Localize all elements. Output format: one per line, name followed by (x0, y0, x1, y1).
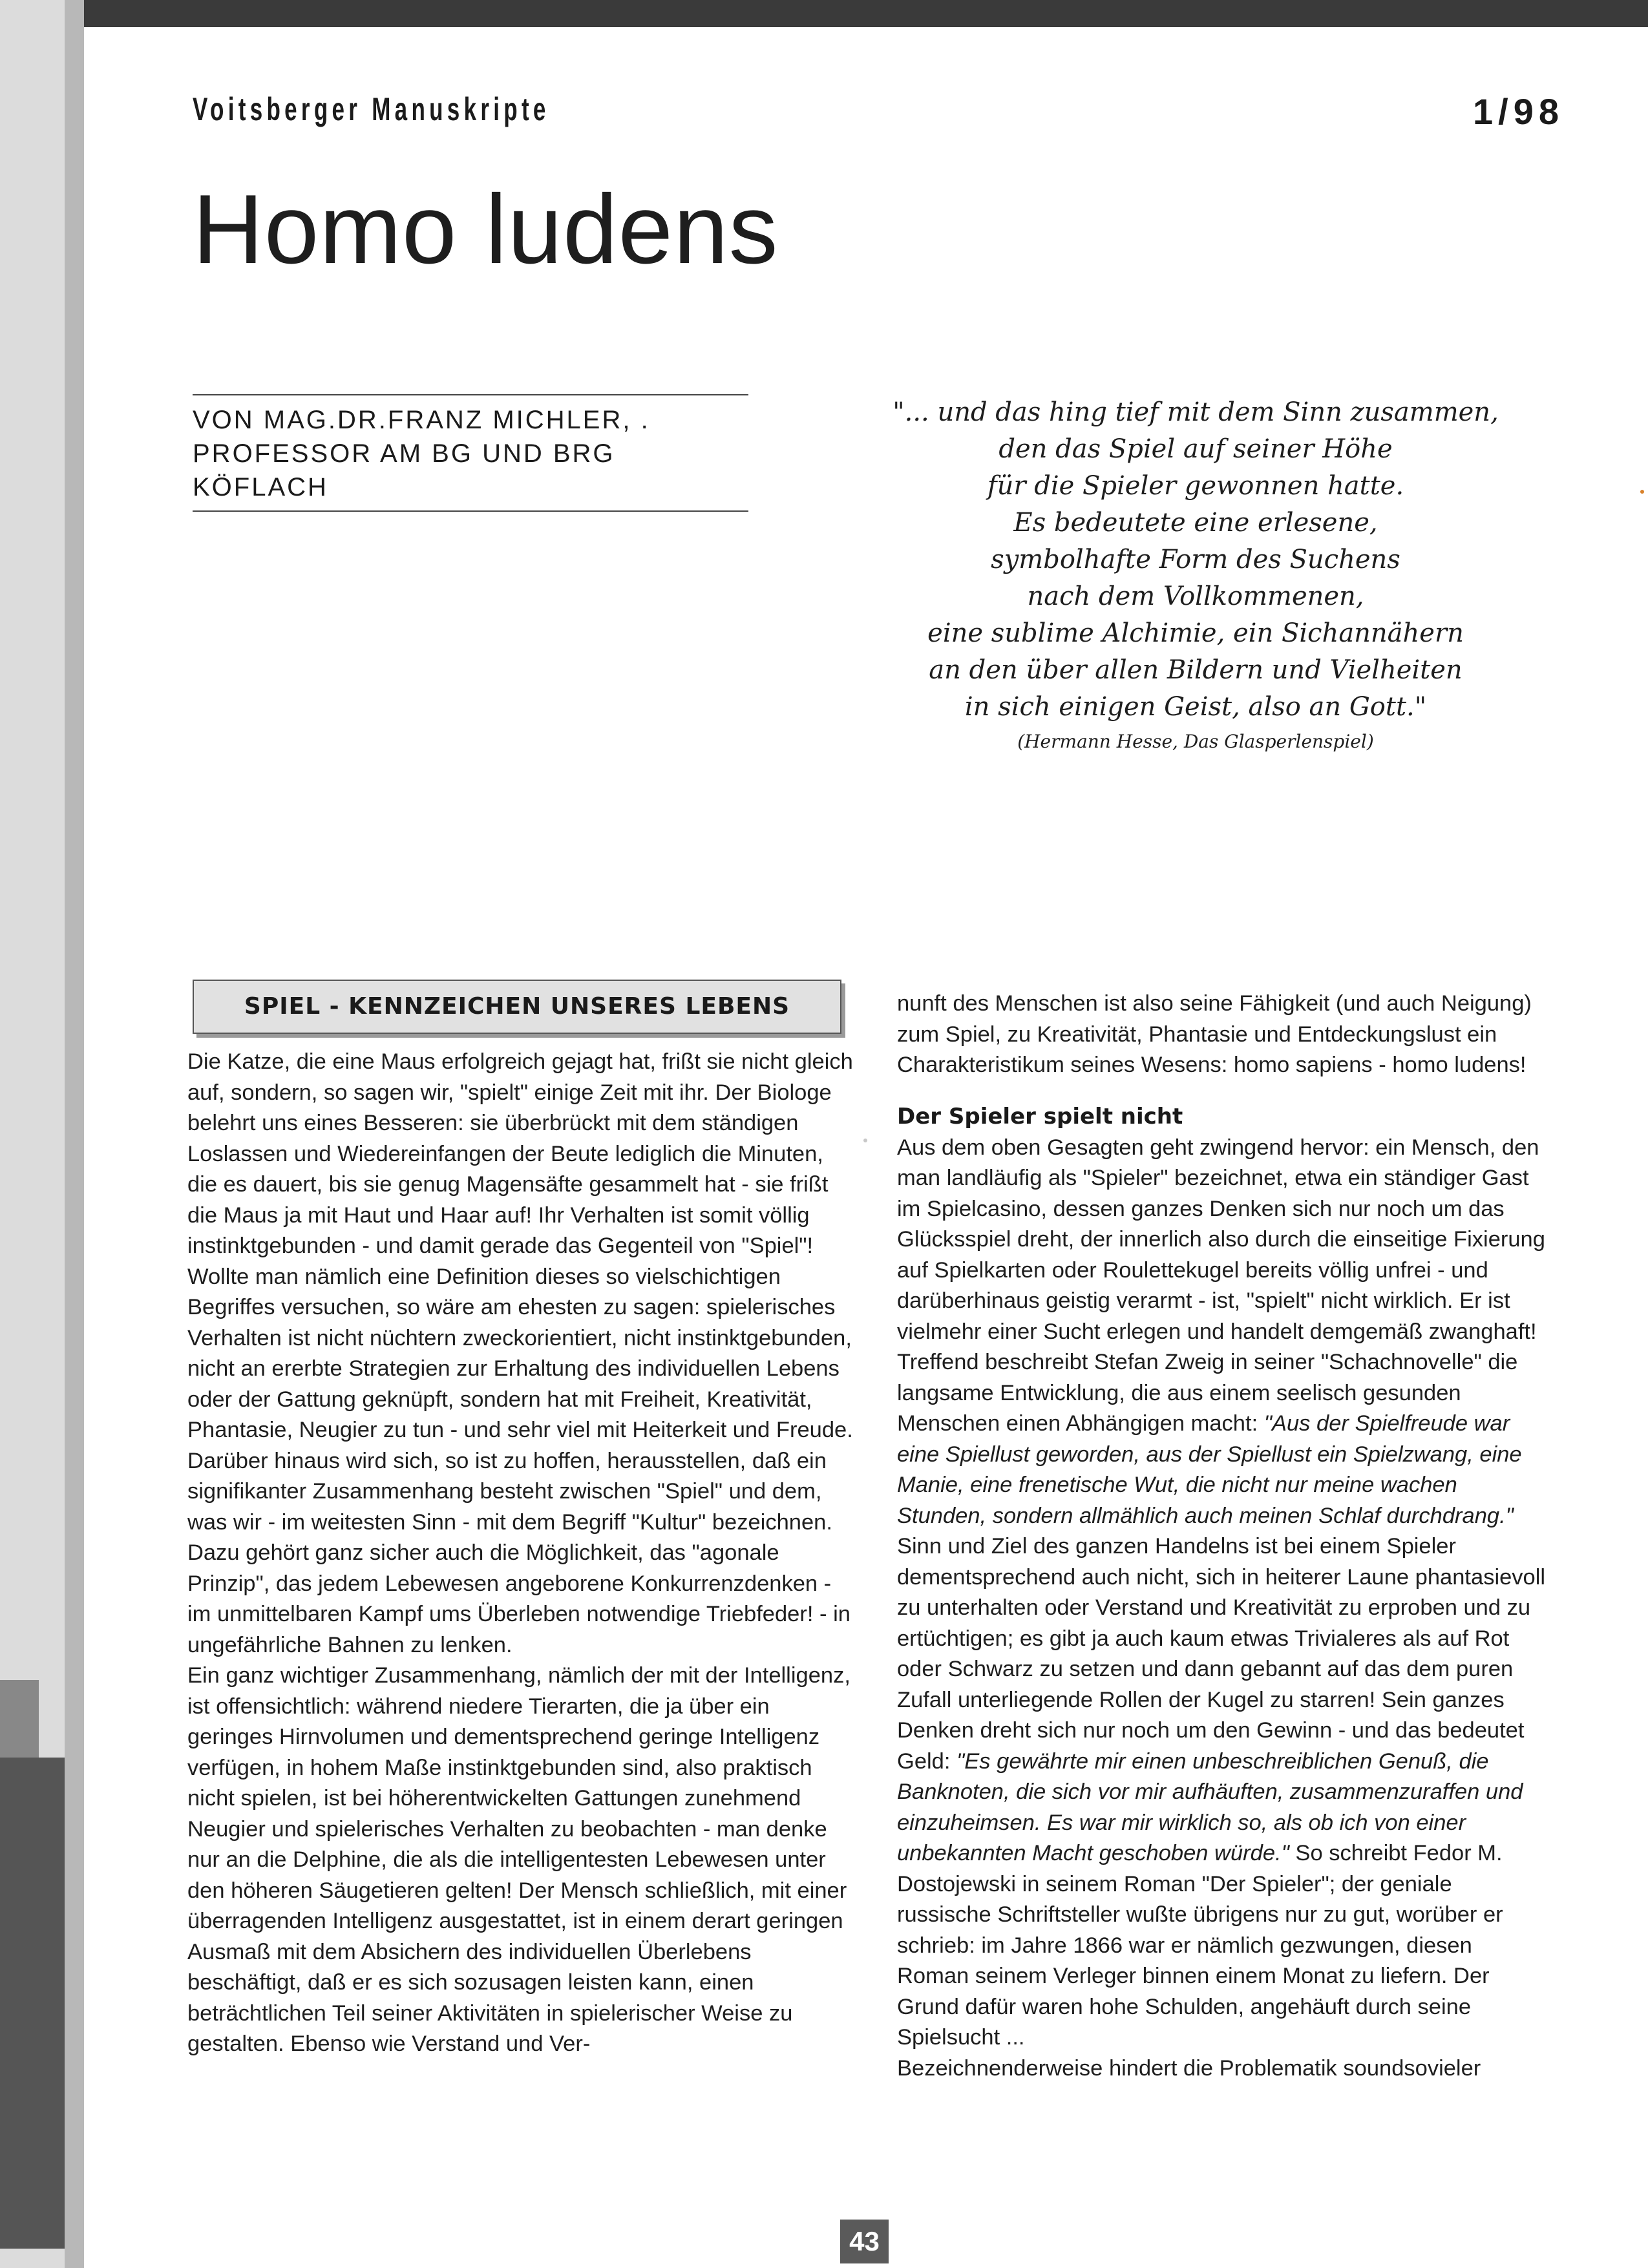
epigraph-source: (Hermann Hesse, Das Glasperlenspiel) (1017, 731, 1374, 752)
epigraph-line: symbolhafte Form des Suchens (991, 545, 1400, 574)
quotation: "Es gewährte mir einen unbeschreiblichen Genuß, die Banknoten, die sich vor mir aufhäuften, zusammenzuraffen und einzuheimsen. Es war mir wirklich so, als ob ich von einer unbekannten Macht geschoben würde." (897, 1748, 1523, 1865)
epigraph-line: "... und das hing tief mit dem Sinn zusammen, (893, 397, 1499, 427)
right-column (897, 989, 1550, 2084)
issue-number: 1/98 (1473, 91, 1564, 132)
paragraph-text: Sinn und Ziel des ganzen Handelns ist bei einem Spieler dementsprechend auch nicht, sich in heiterer Laune phantasievoll zu unterhalten oder Verstand und Kreativität zu erproben und zu ertüchtigen; es gibt ja auch kaum etwas Trivialeres als auf Rot oder Schwarz zu setzen und dann gebannt auf das dem puren Zufall unterliegende Rollen der Kugel zu starren! Sein ganzes Denken dreht sich nur noch um den Gewinn - und das bedeutet Geld: (897, 1534, 1546, 1774)
epigraph-line: eine sublime Alchimie, ein Sichannähern (927, 618, 1464, 648)
page-number: 43 (840, 2220, 889, 2263)
subheading: Der Spieler spielt nicht (897, 1103, 1183, 1129)
epigraph-line: an den über allen Bildern und Vielheiten (929, 655, 1463, 685)
scan-top-edge (84, 0, 1648, 27)
epigraph-line: für die Spieler gewonnen hatte. (987, 471, 1404, 501)
epigraph-line: in sich einigen Geist, also an Gott." (964, 692, 1427, 722)
scan-speck (1640, 490, 1644, 494)
epigraph-line: den das Spiel auf seiner Höhe (998, 434, 1393, 464)
byline-author: VON MAG.DR.FRANZ MICHLER, . (193, 406, 650, 434)
byline (193, 394, 748, 512)
scan-speck (863, 1139, 867, 1142)
paragraph (897, 1133, 1550, 1532)
quotation: "Aus der Spielfreude war eine Spiellust geworden, aus der Spiellust ein Spielzwang, eine Manie, eine frenetische Wut, die nicht nur meine wachen Stunden, sondern allmählich auch meinen Schlaf durchdrang." (897, 1411, 1522, 1528)
paragraph-text: So schreibt Fedor M. Dostojewski in seinem Roman "Der Spieler"; der geniale russische Schriftsteller wußte übrigens nur zu gut, worüber er schrieb: im Jahre 1866 war er nämlich gezwungen, diesen Roman seinem Verleger binnen einem Monat zu liefern. Der Grund dafür waren hohe Schulden, angehäuft durch seine Spielsucht ... (897, 1841, 1503, 2050)
article-title: Homo ludens (193, 174, 779, 284)
scan-shadow (0, 1758, 65, 2249)
paragraph (897, 1531, 1550, 2053)
scan-shadow (0, 1680, 39, 1758)
epigraph-line: nach dem Vollkommenen, (1027, 582, 1364, 611)
paragraph: Die Katze, die eine Maus erfolgreich gejagt hat, frißt sie nicht gleich auf, sondern, so sagen wir, "spielt" einige Zeit mit ihr. Der Biologe belehrt uns eines Besseren: sie überbrückt mit dem ständigen Loslassen und Wiedereinfangen der Beute lediglich die Minuten, die es dauert, bis sie genug Magensäfte gesammelt hat - sie frißt die Maus ja mit Haut und Haar auf! Ihr Verhalten ist somit völlig instinktgebunden - und damit gerade das Gegenteil von "Spiel"! Wollte man nämlich eine Definition dieses so vielschichtigen Begriffes versuchen, so wäre am ehesten zu sagen: spielerisches Verhalten ist nicht nüchtern zweckorientiert, nicht instinktgebunden, nicht an ererbte Strategien zur Erhaltung des individuellen Lebens oder der Gattung geknüpft, sondern hat mit Freiheit, Kreativität, Phantasie, Neugier zu tun - und sehr viel mit Heiterkeit und Freude. Darüber hinaus wird sich, so ist zu hoffen, herausstellen, daß ein signifikanter Zusammenhang besteht zwischen "Spiel" und dem, was wir - im weitesten Sinn - mit dem Begriff "Kultur" bezeichnen. Dazu gehört ganz sicher auch die Möglichkeit, das "agonale Prinzip", das jedem Lebewesen angeborene Konkurrenzdenken - im unmittelbaren Kampf ums Überleben notwendige Triebfeder! - in ungefährliche Bahnen zu lenken. (187, 1049, 853, 1657)
paragraph: nunft des Menschen ist also seine Fähigkeit (und auch Neigung) zum Spiel, zu Kreativität, Phantasie und Entdeckungslust ein Charakteristikum seines Wesens: homo sapiens - homo ludens! (897, 991, 1532, 1077)
epigraph (892, 394, 1499, 758)
epigraph-line: Es bedeutete eine erlesene, (1013, 508, 1378, 538)
left-column (187, 1047, 853, 2060)
running-head: Voitsberger Manuskripte (193, 91, 550, 127)
scan-binding-strip (65, 0, 84, 2268)
paragraph-text: Aus dem oben Gesagten geht zwingend hervor: ein Mensch, den man landläufig als "Spieler" bezeichnet, etwa ein ständiger Gast im Spielcasino, dessen ganzes Denken sich nur noch um das Glücksspiel dreht, der innerlich also durch die einseitige Fixierung auf Spielkarten oder Roulettekugel bereits völlig unfrei - und darüberhinaus geistig verarmt - ist, "spielt" nicht wirklich. Er ist vielmehr einer Sucht erlegen und handelt demgemäß zwanghaft! Treffend beschreibt Stefan Zweig in seiner "Schachnovelle" die langsame Entwicklung, die aus einem seelisch gesunden Menschen einen Abhängigen macht: (897, 1135, 1545, 1436)
paragraph: Ein ganz wichtiger Zusammenhang, nämlich der mit der Intelligenz, ist offensichtlich: während niedere Tierarten, die ja über ein geringes Hirnvolumen und dementsprechend geringe Intelligenz verfügen, in hohem Maße instinktgebunden sind, also praktisch nicht spielen, ist bei höherentwickelten Gattungen zunehmend Neugier und spielerisches Verhalten zu beobachten - man denke nur an die Delphine, die als die intelligentesten Lebewesen unter den höheren Säugetieren gelten! Der Mensch schließlich, mit einer überragenden Intelligenz ausgestattet, ist in einem derart geringen Ausmaß mit dem Absichern des individuellen Überlebens beschäftigt, daß er es sich sozusagen leisten kann, einen beträchtlichen Teil seiner Aktivitäten in spielerischer Weise zu gestalten. Ebenso wie Verstand und Ver- (187, 1663, 850, 2056)
paragraph: Bezeichnenderweise hindert die Problematik soundsovieler (897, 2055, 1481, 2081)
byline-affiliation: PROFESSOR AM BG UND BRG KÖFLACH (193, 439, 615, 501)
section-heading: SPIEL - KENNZEICHEN UNSERES LEBENS (193, 980, 841, 1034)
